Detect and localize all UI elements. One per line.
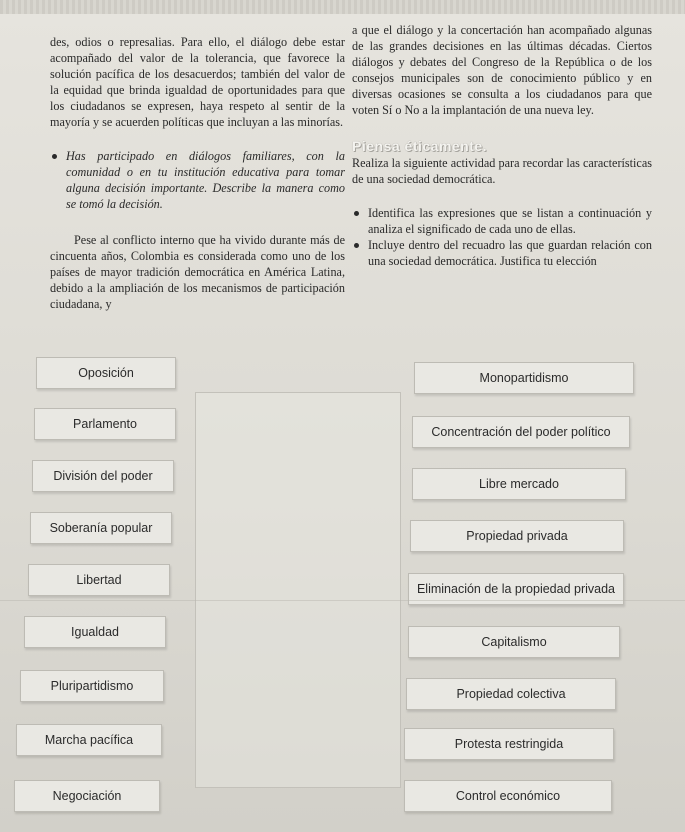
left-paragraph-1: des, odios o represalias. Para ello, el diálogo debe estar acompañado del valor de la tolerancia, que favorece la solución pacífica de los desacuerdos; también del valor de la equidad que brinda igualdad de oportunidades para que los ciudadanos se expresen, haya respeto al sentir de la mayoría y se acuerden políticas que incluyan a las minorías. bbox=[50, 35, 345, 129]
right-card-8[interactable]: Protesta restringida bbox=[404, 728, 614, 760]
left-paragraph-2: Pese al conflicto interno que ha vivido durante más de cincuenta años, Colombia es considerada como uno de los países de mayor tradición democrática en América Latina, debido a la ampliación de los mecanismos de participación ciudadana, y bbox=[50, 233, 345, 311]
left-card-4[interactable]: Soberanía popular bbox=[30, 512, 172, 544]
right-card-2[interactable]: Concentración del poder político bbox=[412, 416, 630, 448]
left-card-9[interactable]: Negociación bbox=[14, 780, 160, 812]
left-card-8[interactable]: Marcha pacífica bbox=[16, 724, 162, 756]
left-card-5[interactable]: Libertad bbox=[28, 564, 170, 596]
left-card-3[interactable]: División del poder bbox=[32, 460, 174, 492]
left-card-1[interactable]: Oposición bbox=[36, 357, 176, 389]
left-card-2[interactable]: Parlamento bbox=[34, 408, 176, 440]
left-card-7[interactable]: Pluripartidismo bbox=[20, 670, 164, 702]
right-card-5[interactable]: Eliminación de la propiedad privada bbox=[408, 573, 624, 605]
right-card-1[interactable]: Monopartidismo bbox=[414, 362, 634, 394]
piensa-title-text: Piensa éticamente. bbox=[352, 138, 488, 154]
left-bullet-question: Has participado en diálogos familiares, con la comunidad o en tu institución educativa para tomar alguna decisión importante. Describe la manera como se tomó la decisión. bbox=[50, 148, 345, 212]
right-paragraph-1: a que el diálogo y la concertación han acompañado algunas de las grandes decisiones en las últimas décadas. Ciertos diálogos y debates del Congreso de la República o de los consejos municipales son de conocimiento público y en diversas ocasiones se consulta a los ciudadanos para que voten Sí o No a la implantación de una nueva ley. bbox=[352, 23, 652, 117]
activity-intro: Realiza la siguiente actividad para recordar las características de una sociedad democrática. bbox=[352, 156, 652, 186]
fold-line bbox=[0, 600, 685, 601]
activity-bullet-1: Identifica las expresiones que se listan a continuación y analiza el significado de cada uno de ellas. bbox=[352, 205, 652, 237]
right-card-4[interactable]: Propiedad privada bbox=[410, 520, 624, 552]
activity-bullet-2: Incluye dentro del recuadro las que guardan relación con una sociedad democrática. Justifica tu elección bbox=[352, 237, 652, 269]
left-card-6[interactable]: Igualdad bbox=[24, 616, 166, 648]
right-card-6[interactable]: Capitalismo bbox=[408, 626, 620, 658]
right-card-9[interactable]: Control económico bbox=[404, 780, 612, 812]
right-card-7[interactable]: Propiedad colectiva bbox=[406, 678, 616, 710]
right-card-3[interactable]: Libre mercado bbox=[412, 468, 626, 500]
